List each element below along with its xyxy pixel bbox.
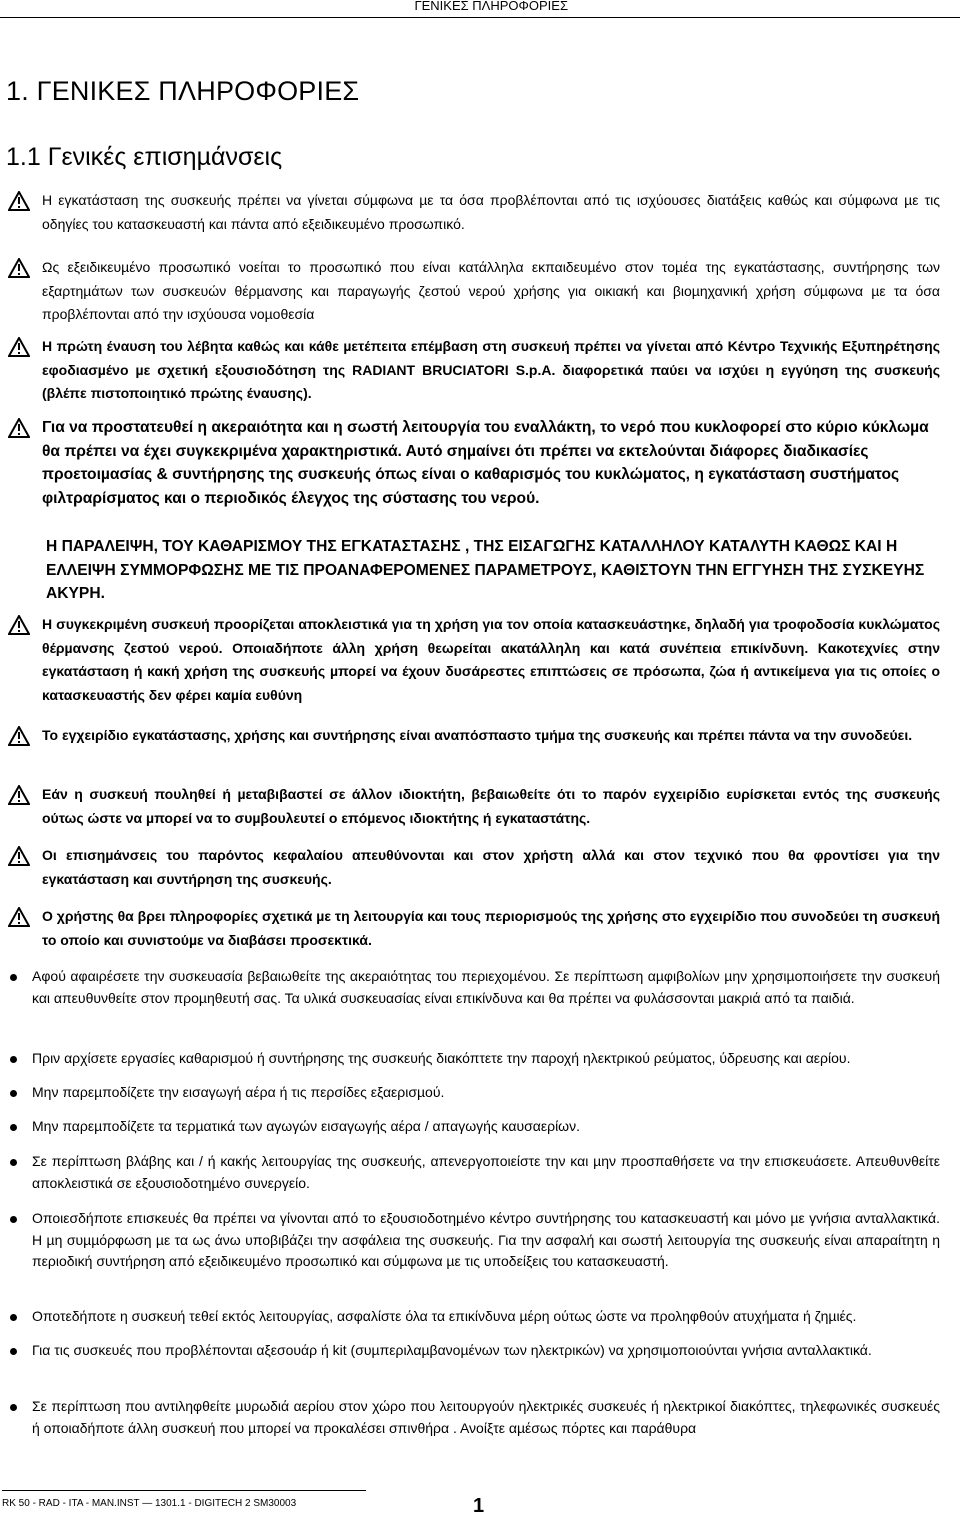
footer-divider [2, 1490, 366, 1491]
list-item-text: Οποιεσδήποτε επισκευές θα πρέπει να γίνονται από το εξουσιοδοτηµένο κέντρο συντήρησης του κατασκευαστή και µόνο µε γνήσια ανταλλακτικά. Η µη συµµόρφωση µε τα ως άνω υποβιβάζει την ασφάλεια της συσκευής. Για την ασφαλή και σωστή λειτουργία της συσκευής είναι απαραίτητη η περιοδική συντήρηση από εξειδικευµένο προσωπικό και σύµφωνα µε τις υποδείξεις του κατασκευαστή. [32, 1210, 940, 1269]
warning-triangle-icon [8, 615, 30, 635]
bullet-dot-icon [10, 1159, 17, 1166]
warning-text: Το εγχειρίδιο εγκατάστασης, χρήσης και συντήρησης είναι αναπόσπαστο τµήµα της συσκευής και πρέπει πάντα να την συνοδεύει. [42, 727, 913, 743]
warning-text: Για να προστατευθεί η ακεραιότητα και η σωστή λειτουργία του εναλλάκτη, το νερό που κυκλοφορεί στο κύριο κύκλωµα θα πρέπει να έχει συγκεκριµένα χαρακτηριστικά. Αυτό σηµαίνει ότι πρέπει να εκτελούνται διάφορες διαδικασίες προετοιµασίας & συντήρησης της συσκευής όπως είναι ο καθαρισµός του κυκλώµατος, η εγκατάσταση συστήµατος φιλτραρίσµατος και ο περιοδικός έλεγχος της σύστασης του νερού. [42, 419, 929, 507]
warning-text: Οι επισηµάνσεις του παρόντος κεφαλαίου απευθύνονται και στον χρήστη αλλά και στον τεχνικό που θα φροντίσει για την εγκατάσταση και συντήρηση της συσκευής. [42, 847, 940, 887]
subsection-title: 1.1 Γενικές επισηµάνσεις [6, 143, 283, 171]
list-item-text: Σε περίπτωση που αντιληφθείτε µυρωδιά αερίου στον χώρο που λειτουργούν ηλεκτρικές συσκευές ή ηλεκτρικοί διακόπτες, τηλεφωνικές συσκευές ή οποιαδήποτε άλλη συσκευή που µπορεί να προκαλέσει σπινθήρα . Ανοίξτε αµέσως πόρτες και παράθυρα [32, 1398, 940, 1436]
section-title: 1. ΓΕΝΙΚΕΣ ΠΛΗΡΟΦΟΡΙΕΣ [6, 76, 360, 106]
warning-text: Ως εξειδικευµένο προσωπικό νοείται το προσωπικό που είναι κατάλληλα εκπαιδευµένο στον τοµέα της εγκατάστασης, συντήρησης των εξαρτηµάτων των συσκευών θέρµανσης και παραγωγής ζεστού νερού χρήσης για οικιακή και βιοµηχανική χρήση σύµφωνα µε τα όσα προβλέπονται από την ισχύουσα νοµοθεσία [42, 259, 940, 322]
warning-text: Η συγκεκριµένη συσκευή προορίζεται αποκλειστικά για τη χρήση για τον οποία κατασκευάστηκε, δηλαδή για τροφοδοσία κυκλώµατος θέρµανσης ζεστού νερού. Οποιαδήποτε άλλη χρήση θεωρείται ακατάλληλη και κατά συνέπεια επικίνδυνη. Κακοτεχνίες στην εγκατάσταση ή κακή χρήση της συσκευής µπορεί να έχουν δυσάρεστες επιπτώσεις σε πρόσωπα, ζώα ή αντικείµενα για τις οποίες ο κατασκευαστής δεν φέρει καµία ευθύνη [42, 616, 940, 703]
page-number: 1 [473, 1495, 485, 1517]
warning-triangle-icon [8, 726, 30, 746]
list-item-text: Σε περίπτωση βλάβης και / ή κακής λειτουργίας της συσκευής, απενεργοποιείστε την και µην προσπαθήσετε να την επισκευάσετε. Απευθυνθείτε αποκλειστικά σε εξουσιοδοτηµένο συνεργείο. [32, 1153, 940, 1191]
bullet-dot-icon [10, 974, 17, 981]
warranty-void-text: Η ΠΑΡΑΛΕΙΨΗ, ΤΟΥ ΚΑΘΑΡΙΣΜΟΥ ΤΗΣ ΕΓΚΑΤΑΣΤΑΣΗΣ , ΤΗΣ ΕΙΣΑΓΩΓΗΣ ΚΑΤΑΛΛΗΛΟΥ ΚΑΤΑΛΥΤΗ ΚΑΘΩΣ ΚΑΙ Η ΕΛΛΕΙΨΗ ΣΥΜΜΟΡΦΩΣΗΣ ΜΕ ΤΙΣ ΠΡΟΑΝΑΦΕΡΟΜΕΝΕΣ ΠΑΡΑΜΕΤΡΟΥΣ, ΚΑΘΙΣΤΟΥΝ ΤΗΝ ΕΓΓΥΗΣΗ ΤΗΣ ΣΥΣΚΕΥΗΣ ΑΚΥΡΗ. [46, 538, 925, 602]
bullet-dot-icon [10, 1124, 17, 1131]
list-item-text: Μην παρεµποδίζετε τα τερµατικά των αγωγών εισαγωγής αέρα / απαγωγής καυσαερίων. [32, 1118, 581, 1134]
warning-triangle-icon [8, 846, 30, 866]
list-item-text: Αφού αφαιρέσετε την συσκευασία βεβαιωθείτε της ακεραιότητας του περιεχοµένου. Σε περίπτωση αµφιβολίων µην χρησιµοποιήσετε την συσκευή και απευθυνθείτε στον προµηθευτή σας. Τα υλικά συσκευασίας είναι επικίνδυνα και θα πρέπει να φυλάσσονται µακριά από τα παιδιά. [32, 968, 940, 1006]
warning-text: Εάν η συσκευή πουληθεί ή µεταβιβαστεί σε άλλον ιδιοκτήτη, βεβαιωθείτε ότι το παρόν εγχειρίδιο ευρίσκεται εντός της συσκευής ούτως ώστε να µπορεί να το συµβουλευτεί ο επόµενος ιδιοκτήτης ή εγκαταστάτης. [42, 786, 940, 826]
warning-triangle-icon [8, 191, 30, 211]
running-header [0, 0, 960, 18]
running-header-title: ΓΕΝΙΚΕΣ ΠΛΗΡΟΦΟΡΙΕΣ [414, 0, 568, 13]
bullet-dot-icon [10, 1090, 17, 1097]
bullet-dot-icon [10, 1314, 17, 1321]
warning-triangle-icon [8, 418, 30, 438]
bullet-dot-icon [10, 1348, 17, 1355]
list-item-text: Μην παρεµποδίζετε την εισαγωγή αέρα ή τις περσίδες εξαερισµού. [32, 1084, 445, 1100]
bullet-dot-icon [10, 1404, 17, 1411]
warning-text: Η πρώτη έναυση του λέβητα καθώς και κάθε µετέπειτα επέµβαση στη συσκευή πρέπει να γίνεται από Κέντρο Τεχνικής Εξυπηρέτησης εφοδιασµένο µε σχετική εξουσιοδότηση της RADIANT BRUCIATORI S.p.A. διαφορετικά παύει να ισχύει η εγγύηση της συσκευής (βλέπε πιστοποιητικό πρώτης έναυσης). [42, 338, 940, 401]
bullet-dot-icon [10, 1056, 17, 1063]
footer-doc-code: RK 50 - RAD - ITA - MAN.INST — 1301.1 - DIGITECH 2 SM30003 [2, 1498, 297, 1509]
list-item-text: Οποτεδήποτε η συσκευή τεθεί εκτός λειτουργίας, ασφαλίστε όλα τα επικίνδυνα µέρη ούτως ώστε να προληφθούν ατυχήµατα ή ζηµιές. [32, 1308, 857, 1324]
warning-triangle-icon [8, 258, 30, 278]
warning-triangle-icon [8, 785, 30, 805]
list-item-text: Πριν αρχίσετε εργασίες καθαρισµού ή συντήρησης της συσκευής διακόπτετε την παροχή ηλεκτρικού ρεύµατος, ύδρευσης και αερίου. [32, 1050, 851, 1066]
list-item-text: Για τις συσκευές που προβλέπονται αξεσουάρ ή kit (συµπεριλαµβανοµένων των ηλεκτρικών) να χρησιµοποιούνται γνήσια ανταλλακτικά. [32, 1342, 872, 1358]
warning-triangle-icon [8, 907, 30, 927]
warning-triangle-icon [8, 337, 30, 357]
bullet-dot-icon [10, 1216, 17, 1223]
warning-text: Ο χρήστης θα βρει πληροφορίες σχετικά µε τη λειτουργία και τους περιορισµούς της χρήσης στο εγχειρίδιο που συνοδεύει τη συσκευή το οποίο και συνιστούµε να διαβάσει προσεκτικά. [42, 908, 940, 948]
warning-text: Η εγκατάσταση της συσκευής πρέπει να γίνεται σύµφωνα µε τα όσα προβλέπονται από τις ισχύουσες διατάξεις καθώς και σύµφωνα µε τις οδηγίες του κατασκευαστή και πάντα από εξειδικευµένο προσωπικό. [42, 192, 940, 232]
